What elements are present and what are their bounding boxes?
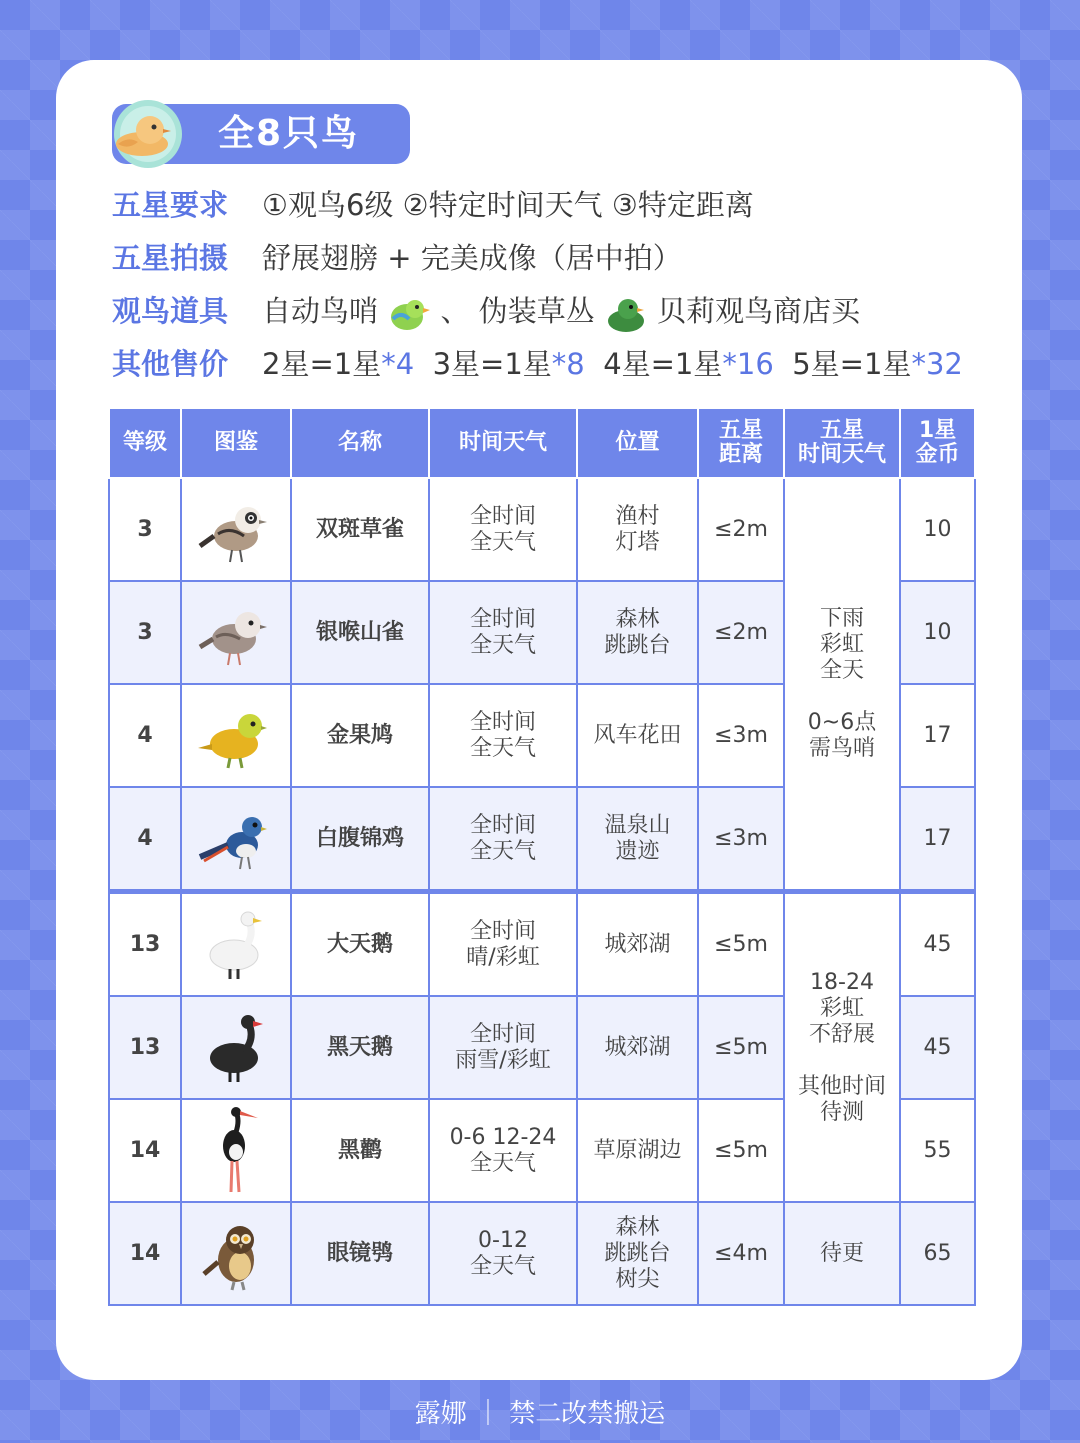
cell-coins: 10	[900, 478, 975, 581]
silver-throated-tit-icon	[196, 593, 276, 673]
cell-level: 4	[109, 787, 181, 892]
black-swan-icon	[196, 1008, 276, 1088]
black-stork-icon	[196, 1106, 276, 1196]
cell-location: 草原湖边	[577, 1099, 698, 1202]
info-row-prices	[112, 342, 963, 386]
footer-credit: 露娜 ｜ 禁二改禁搬运	[414, 1399, 666, 1429]
cell-time-weather: 全时间 全天气	[429, 684, 577, 787]
cell-five-star-time: 18-24 彩虹 不舒展 其他时间 待测	[784, 892, 900, 1203]
lady-amherst-pheasant-icon	[196, 799, 276, 879]
cell-time-weather: 全时间 全天气	[429, 787, 577, 892]
cell-level: 14	[109, 1202, 181, 1305]
cell-image	[181, 996, 291, 1099]
cell-image	[181, 1099, 291, 1202]
header-five-star-distance: 五星 距离	[698, 408, 784, 478]
price-base: 4星=1星	[603, 347, 723, 381]
cell-coins: 55	[900, 1099, 975, 1202]
cell-image	[181, 892, 291, 997]
header-location: 位置	[577, 408, 698, 478]
cell-time-weather: 全时间 晴/彩虹	[429, 892, 577, 997]
price-base: 5星=1星	[792, 347, 912, 381]
cell-name: 白腹锦鸡	[291, 787, 429, 892]
cell-name: 银喉山雀	[291, 581, 429, 684]
cell-level: 13	[109, 996, 181, 1099]
info-text: ①观鸟6级 ②特定时间天气 ③特定距离	[262, 188, 754, 222]
double-barred-finch-icon	[196, 490, 276, 570]
page-title: 全8只鸟	[218, 113, 360, 154]
cell-level: 4	[109, 684, 181, 787]
header-name: 名称	[291, 408, 429, 478]
header-image: 图鉴	[181, 408, 291, 478]
info-row-requirement	[112, 183, 754, 227]
price-item	[603, 347, 774, 381]
info-text: 舒展翅膀 + 完美成像（居中拍）	[262, 241, 682, 275]
cell-level: 14	[109, 1099, 181, 1202]
tool-bush-label: 伪装草丛	[478, 294, 595, 328]
cell-level: 3	[109, 581, 181, 684]
cell-image	[181, 478, 291, 581]
table-header-row	[109, 408, 975, 478]
bird-whistle-icon	[387, 293, 431, 333]
cell-time-weather: 全时间 全天气	[429, 581, 577, 684]
cell-coins: 45	[900, 892, 975, 997]
cell-distance: ≤2m	[698, 581, 784, 684]
price-multiplier: *32	[911, 347, 963, 381]
info-label: 五星拍摄	[112, 241, 229, 275]
info-label: 其他售价	[112, 347, 229, 381]
info-row-shooting	[112, 236, 682, 280]
cell-name: 黑鹳	[291, 1099, 429, 1202]
cell-coins: 45	[900, 996, 975, 1099]
price-base: 2星=1星	[262, 347, 382, 381]
price-item	[262, 347, 414, 381]
price-item	[433, 347, 585, 381]
cell-distance: ≤3m	[698, 787, 784, 892]
header-five-star-time: 五星 时间天气	[784, 408, 900, 478]
cell-time-weather: 0-6 12-24 全天气	[429, 1099, 577, 1202]
spectacled-owl-icon	[196, 1214, 276, 1294]
price-multiplier: *8	[551, 347, 585, 381]
price-item	[792, 347, 963, 381]
price-multiplier: *4	[381, 347, 415, 381]
cell-time-weather: 全时间 全天气	[429, 478, 577, 581]
cell-five-star-time: 下雨 彩虹 全天 0~6点 需鸟哨	[784, 478, 900, 892]
cell-name: 黑天鹅	[291, 996, 429, 1099]
cell-location: 森林 跳跳台 树尖	[577, 1202, 698, 1305]
tool-shop-label: 贝莉观鸟商店买	[657, 294, 861, 328]
price-multiplier: *16	[722, 347, 774, 381]
cell-five-star-time: 待更	[784, 1202, 900, 1305]
header-time-weather: 时间天气	[429, 408, 577, 478]
cell-time-weather: 0-12 全天气	[429, 1202, 577, 1305]
cell-distance: ≤5m	[698, 892, 784, 997]
cell-name: 双斑草雀	[291, 478, 429, 581]
cell-distance: ≤5m	[698, 1099, 784, 1202]
cell-image	[181, 1202, 291, 1305]
cell-location: 城郊湖	[577, 996, 698, 1099]
cell-image	[181, 684, 291, 787]
table-row	[109, 892, 975, 997]
camouflage-bush-icon	[604, 293, 648, 333]
cell-location: 温泉山 遗迹	[577, 787, 698, 892]
cell-time-weather: 全时间 雨雪/彩虹	[429, 996, 577, 1099]
whooper-swan-icon	[196, 905, 276, 985]
cell-coins: 10	[900, 581, 975, 684]
price-base: 3星=1星	[432, 347, 552, 381]
golden-fruit-dove-icon	[196, 696, 276, 776]
table-row	[109, 1202, 975, 1305]
cell-distance: ≤3m	[698, 684, 784, 787]
cell-coins: 17	[900, 787, 975, 892]
cell-name: 眼镜鸮	[291, 1202, 429, 1305]
tool-separator: 、	[440, 294, 470, 328]
header-level: 等级	[109, 408, 181, 478]
cell-image	[181, 787, 291, 892]
cell-image	[181, 581, 291, 684]
cell-distance: ≤2m	[698, 478, 784, 581]
cell-level: 13	[109, 892, 181, 997]
info-label: 五星要求	[112, 188, 229, 222]
cell-coins: 17	[900, 684, 975, 787]
cell-location: 城郊湖	[577, 892, 698, 997]
cell-location: 森林 跳跳台	[577, 581, 698, 684]
bird-badge-icon	[108, 98, 184, 170]
info-label: 观鸟道具	[112, 294, 229, 328]
cell-distance: ≤5m	[698, 996, 784, 1099]
cell-level: 3	[109, 478, 181, 581]
header-coins: 1星 金币	[900, 408, 975, 478]
cell-coins: 65	[900, 1202, 975, 1305]
cell-location: 风车花田	[577, 684, 698, 787]
info-row-tools	[112, 289, 860, 333]
cell-location: 渔村 灯塔	[577, 478, 698, 581]
tool-whistle-label: 自动鸟哨	[262, 294, 379, 328]
table-row	[109, 478, 975, 581]
cell-name: 金果鸠	[291, 684, 429, 787]
cell-name: 大天鹅	[291, 892, 429, 997]
cell-distance: ≤4m	[698, 1202, 784, 1305]
bird-table	[108, 407, 976, 1306]
